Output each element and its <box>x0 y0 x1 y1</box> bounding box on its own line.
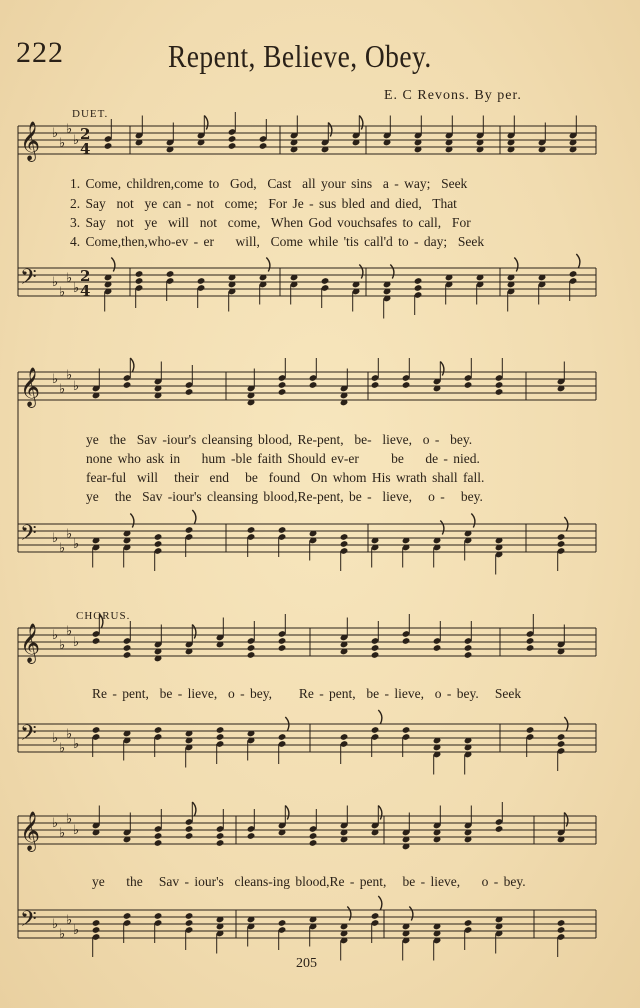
note-head <box>123 912 132 920</box>
note-flag <box>130 358 134 372</box>
chorus-lyrics-line-2: ye the Sav - iour's cleans-ing blood,Re - pent, be - lieve, o - bey. <box>92 874 526 889</box>
flat-sign: ♭ <box>73 537 80 552</box>
note-head <box>371 912 380 920</box>
note-head <box>185 526 194 534</box>
note-flag <box>564 813 568 827</box>
note-head <box>154 839 163 847</box>
flat-sign: ♭ <box>73 133 80 148</box>
verse-2-line-2: none who ask in hum -ble faith Should ev-er be de - nied. <box>86 451 480 466</box>
note-head <box>278 388 287 396</box>
flat-sign: ♭ <box>66 122 73 137</box>
note-head <box>92 637 101 645</box>
flat-sign: ♭ <box>66 527 73 542</box>
verse-3-line-1: 3. Say not ye will not come, When God vouchsafes to call, For <box>70 215 471 230</box>
note-head <box>526 726 535 734</box>
note-head <box>371 644 380 652</box>
flat-sign: ♭ <box>73 379 80 394</box>
note-head <box>569 270 578 278</box>
time-signature-bottom: 4 <box>80 140 91 158</box>
note-head <box>154 540 163 548</box>
note-head <box>216 726 225 734</box>
note-head <box>557 740 566 748</box>
note-flag <box>204 116 208 130</box>
note-head <box>185 388 194 396</box>
note-flag <box>285 806 289 820</box>
treble-clef: 𝄞 <box>20 811 41 851</box>
note-head <box>185 912 194 920</box>
note-head <box>123 651 132 659</box>
note-flag <box>266 258 270 272</box>
flat-sign: ♭ <box>59 541 66 556</box>
note-head <box>92 926 101 934</box>
time-signature-bottom: 4 <box>80 282 91 300</box>
flat-sign: ♭ <box>59 382 66 397</box>
note-head <box>104 142 113 150</box>
note-flag <box>99 614 103 628</box>
note-head <box>278 381 287 389</box>
note-head <box>185 832 194 840</box>
flat-sign: ♭ <box>59 741 66 756</box>
note-head <box>309 839 318 847</box>
flat-sign: ♭ <box>73 737 80 752</box>
note-head <box>340 733 349 741</box>
flat-sign: ♭ <box>73 635 80 650</box>
treble-clef: 𝄞 <box>20 121 41 161</box>
note-head <box>464 381 473 389</box>
verse-3-line-2: fear-ful will their end be found On whom His wrath shall fall. <box>86 470 485 485</box>
note-head <box>278 637 287 645</box>
note-head <box>557 540 566 548</box>
note-head <box>371 726 380 734</box>
note-flag <box>192 802 196 816</box>
note-head <box>247 526 256 534</box>
note-head <box>557 919 566 927</box>
treble-staff-2 <box>18 367 596 408</box>
note-head <box>526 637 535 645</box>
treble-staff-3 <box>18 623 596 664</box>
note-head <box>278 733 287 741</box>
note-head <box>414 284 423 292</box>
note-head <box>557 926 566 934</box>
bass-staff-3 <box>18 721 596 756</box>
note-flag <box>192 510 196 524</box>
flat-sign: ♭ <box>52 372 59 387</box>
note-head <box>464 919 473 927</box>
note-head <box>433 644 442 652</box>
note-head <box>247 832 256 840</box>
flat-sign: ♭ <box>73 281 80 296</box>
note-head <box>371 651 380 659</box>
note-head <box>402 381 411 389</box>
note-head <box>464 651 473 659</box>
bass-staff-2 <box>18 521 596 556</box>
flat-sign: ♭ <box>66 812 73 827</box>
flat-sign: ♭ <box>73 923 80 938</box>
verse-4-line-1: 4. Come,then,who-ev - er will, Come while 'tis call'd to - day; Seek <box>70 234 485 249</box>
note-flag <box>347 907 351 921</box>
note-head <box>154 832 163 840</box>
flat-sign: ♭ <box>52 275 59 290</box>
flat-sign: ♭ <box>59 927 66 942</box>
note-head <box>228 142 237 150</box>
note-head <box>309 381 318 389</box>
note-head <box>557 533 566 541</box>
hymn-credit: E. C Revons. By per. <box>384 88 522 103</box>
verse-1-line-1: 1. Come, children,come to God, Cast all your sins a - way; Seek <box>70 176 468 191</box>
treble-staff-4 <box>18 811 596 852</box>
bass-clef: 𝄢 <box>20 521 37 551</box>
note-head <box>321 277 330 285</box>
note-head <box>402 726 411 734</box>
flat-sign: ♭ <box>59 638 66 653</box>
note-head <box>278 644 287 652</box>
note-head <box>197 277 206 285</box>
note-head <box>216 733 225 741</box>
flat-sign: ♭ <box>52 126 59 141</box>
flat-sign: ♭ <box>52 628 59 643</box>
note-head <box>414 277 423 285</box>
time-signature-top: 2 <box>80 267 91 285</box>
flat-sign: ♭ <box>66 271 73 286</box>
time-signature-top: 2 <box>80 125 91 143</box>
note-head <box>259 142 268 150</box>
note-flag <box>130 514 134 528</box>
flat-sign: ♭ <box>73 823 80 838</box>
note-flag <box>359 265 363 279</box>
note-head <box>402 637 411 645</box>
verse-1-line-2: ye the Sav -iour's cleansing blood, Re-pent, be- lieve, o - bey. <box>86 432 473 447</box>
flat-sign: ♭ <box>52 731 59 746</box>
note-flag <box>378 896 382 910</box>
note-head <box>135 270 144 278</box>
note-flag <box>440 521 444 535</box>
note-head <box>123 644 132 652</box>
note-flag <box>514 258 518 272</box>
bass-clef: 𝄢 <box>20 907 37 937</box>
note-head <box>154 533 163 541</box>
note-head <box>309 832 318 840</box>
note-head <box>495 825 504 833</box>
note-head <box>135 277 144 285</box>
note-flag <box>576 254 580 268</box>
note-flag <box>471 514 475 528</box>
note-head <box>228 135 237 143</box>
bass-clef: 𝄢 <box>20 721 37 751</box>
note-head <box>154 726 163 734</box>
note-head <box>92 726 101 734</box>
note-head <box>371 381 380 389</box>
note-flag <box>359 116 363 130</box>
flat-sign: ♭ <box>66 913 73 928</box>
note-head <box>495 388 504 396</box>
note-head <box>526 644 535 652</box>
note-head <box>216 832 225 840</box>
note-head <box>216 839 225 847</box>
flat-sign: ♭ <box>66 368 73 383</box>
flat-sign: ♭ <box>52 917 59 932</box>
note-flag <box>192 625 196 639</box>
flat-sign: ♭ <box>59 826 66 841</box>
note-head <box>123 381 132 389</box>
note-flag <box>378 710 382 724</box>
note-flag <box>328 123 332 137</box>
hymn-title: Repent, Believe, Obey. <box>168 38 432 74</box>
flat-sign: ♭ <box>59 285 66 300</box>
note-flag <box>378 806 382 820</box>
verse-4-line-2: ye the Sav -iour's cleansing blood,Re-pent, be - lieve, o - bey. <box>86 489 483 504</box>
flat-sign: ♭ <box>52 531 59 546</box>
note-head <box>278 919 287 927</box>
note-head <box>557 733 566 741</box>
note-head <box>340 540 349 548</box>
chorus-label: CHORUS. <box>76 610 131 622</box>
chorus-lyrics-line-1: Re - pent, be - lieve, o - bey, Re - pent, be - lieve, o - bey. Seek <box>92 686 522 701</box>
page-number: 205 <box>296 956 317 971</box>
note-head <box>464 644 473 652</box>
hymn-number: 222 <box>16 36 64 69</box>
note-head <box>154 912 163 920</box>
note-flag <box>440 362 444 376</box>
treble-clef: 𝄞 <box>20 623 41 663</box>
bass-staff-4 <box>18 907 596 942</box>
flat-sign: ♭ <box>66 624 73 639</box>
note-head <box>247 651 256 659</box>
note-head <box>247 644 256 652</box>
verse-2-line-1: 2. Say not ye can - not come; For Je - sus bled and died, That <box>70 196 457 211</box>
note-flag <box>409 907 413 921</box>
note-head <box>340 533 349 541</box>
note-flag <box>390 265 394 279</box>
note-head <box>185 919 194 927</box>
flat-sign: ♭ <box>66 727 73 742</box>
note-flag <box>111 258 115 272</box>
flat-sign: ♭ <box>52 816 59 831</box>
note-head <box>92 919 101 927</box>
note-head <box>495 381 504 389</box>
bass-clef: 𝄢 <box>20 265 37 295</box>
note-head <box>185 825 194 833</box>
duet-label: DUET. <box>72 108 109 120</box>
note-head <box>278 526 287 534</box>
note-head <box>166 270 175 278</box>
flat-sign: ♭ <box>59 136 66 151</box>
treble-clef: 𝄞 <box>20 367 41 407</box>
